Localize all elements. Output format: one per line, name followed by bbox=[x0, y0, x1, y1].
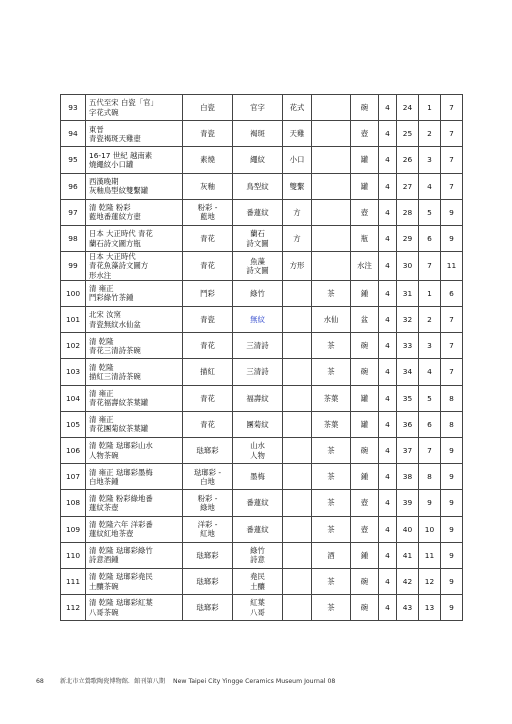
code-d-cell: 8 bbox=[441, 411, 463, 437]
glaze-type-cell: 青花 bbox=[183, 411, 233, 437]
code-c-cell: 6 bbox=[419, 225, 441, 251]
row-number-cell: 106 bbox=[61, 438, 86, 464]
vessel-form-cell: 罐 bbox=[351, 173, 379, 199]
vessel-form-cell: 碗 bbox=[351, 359, 379, 385]
code-d-cell: 9 bbox=[441, 595, 463, 621]
vessel-form-cell: 罐 bbox=[351, 385, 379, 411]
row-number-cell: 94 bbox=[61, 121, 86, 147]
page-number: 68 bbox=[36, 678, 44, 685]
vessel-form-cell: 鍾 bbox=[351, 464, 379, 490]
decoration-cell: 番蓮紋 bbox=[233, 490, 283, 516]
shape-cell bbox=[283, 516, 312, 542]
item-name-cell: 16-17 世紀 越南素 燒繩紋小口罐 bbox=[86, 147, 183, 173]
decoration-cell: 綠竹 詩意 bbox=[233, 542, 283, 568]
row-number-cell: 93 bbox=[61, 95, 86, 121]
code-d-cell: 6 bbox=[441, 280, 463, 306]
glaze-type-cell: 琺瑯彩 bbox=[183, 542, 233, 568]
shape-cell: 方形 bbox=[283, 252, 312, 281]
table-row bbox=[61, 280, 463, 306]
code-a-cell: 4 bbox=[379, 438, 397, 464]
decoration-cell: 褐斑 bbox=[233, 121, 283, 147]
item-name-cell: 清 乾隆 描紅三清詩茶碗 bbox=[86, 359, 183, 385]
code-b-cell: 27 bbox=[397, 173, 419, 199]
glaze-type-cell: 描紅 bbox=[183, 359, 233, 385]
item-name-cell: 日本 大正時代 青花 蘭石詩文圖方瓶 bbox=[86, 225, 183, 251]
row-number-cell: 103 bbox=[61, 359, 86, 385]
vessel-form-cell: 鍾 bbox=[351, 542, 379, 568]
use-cell bbox=[312, 173, 351, 199]
shape-cell bbox=[283, 568, 312, 594]
shape-cell: 雙繫 bbox=[283, 173, 312, 199]
code-a-cell: 4 bbox=[379, 464, 397, 490]
code-c-cell: 6 bbox=[419, 411, 441, 437]
code-b-cell: 32 bbox=[397, 307, 419, 333]
row-number-cell: 102 bbox=[61, 333, 86, 359]
code-b-cell: 37 bbox=[397, 438, 419, 464]
row-number-cell: 111 bbox=[61, 568, 86, 594]
glaze-type-cell: 粉彩 - 綠地 bbox=[183, 490, 233, 516]
code-a-cell: 4 bbox=[379, 252, 397, 281]
code-a-cell: 4 bbox=[379, 411, 397, 437]
decoration-cell: 無紋 bbox=[233, 307, 283, 333]
glaze-type-cell: 洋彩 - 紅地 bbox=[183, 516, 233, 542]
table-row bbox=[61, 199, 463, 225]
item-name-cell: 清 乾隆 粉彩 藍地番蓮紋方壺 bbox=[86, 199, 183, 225]
code-b-cell: 33 bbox=[397, 333, 419, 359]
decoration-cell: 紅葉 八哥 bbox=[233, 595, 283, 621]
row-number-cell: 97 bbox=[61, 199, 86, 225]
code-d-cell: 9 bbox=[441, 568, 463, 594]
item-name-cell: 清 雍正 青花福壽紋茶葉罐 bbox=[86, 385, 183, 411]
row-number-cell: 105 bbox=[61, 411, 86, 437]
code-b-cell: 34 bbox=[397, 359, 419, 385]
code-a-cell: 4 bbox=[379, 225, 397, 251]
shape-cell bbox=[283, 438, 312, 464]
decoration-cell: 墨梅 bbox=[233, 464, 283, 490]
use-cell: 茶 bbox=[312, 490, 351, 516]
decoration-cell: 繩紋 bbox=[233, 147, 283, 173]
decoration-cell: 山水 人物 bbox=[233, 438, 283, 464]
use-cell bbox=[312, 147, 351, 173]
code-d-cell: 7 bbox=[441, 359, 463, 385]
vessel-form-cell: 瓶 bbox=[351, 225, 379, 251]
use-cell: 茶 bbox=[312, 595, 351, 621]
row-number-cell: 98 bbox=[61, 225, 86, 251]
code-a-cell: 4 bbox=[379, 307, 397, 333]
use-cell bbox=[312, 121, 351, 147]
code-b-cell: 24 bbox=[397, 95, 419, 121]
vessel-form-cell: 壺 bbox=[351, 121, 379, 147]
code-a-cell: 4 bbox=[379, 199, 397, 225]
catalog-table bbox=[60, 94, 463, 621]
code-b-cell: 36 bbox=[397, 411, 419, 437]
item-name-cell: 清 雍正 青花團菊紋茶葉罐 bbox=[86, 411, 183, 437]
glaze-type-cell: 琺瑯彩 - 白地 bbox=[183, 464, 233, 490]
item-name-cell: 日本 大正時代 青花魚藻詩文圖方 形水注 bbox=[86, 252, 183, 281]
table-row bbox=[61, 595, 463, 621]
item-name-cell: 清 乾隆 琺瑯彩山水 人物茶碗 bbox=[86, 438, 183, 464]
use-cell bbox=[312, 225, 351, 251]
code-c-cell: 11 bbox=[419, 542, 441, 568]
code-c-cell: 3 bbox=[419, 147, 441, 173]
item-name-cell: 西漢晚期 灰釉鳥型紋雙繫罐 bbox=[86, 173, 183, 199]
use-cell: 茶 bbox=[312, 359, 351, 385]
row-number-cell: 110 bbox=[61, 542, 86, 568]
code-a-cell: 4 bbox=[379, 595, 397, 621]
code-c-cell: 5 bbox=[419, 385, 441, 411]
code-a-cell: 4 bbox=[379, 385, 397, 411]
code-b-cell: 28 bbox=[397, 199, 419, 225]
use-cell: 茶 bbox=[312, 568, 351, 594]
code-c-cell: 1 bbox=[419, 280, 441, 306]
code-d-cell: 7 bbox=[441, 173, 463, 199]
glaze-type-cell: 粉彩 - 藍地 bbox=[183, 199, 233, 225]
glaze-type-cell: 琺瑯彩 bbox=[183, 568, 233, 594]
vessel-form-cell: 鍾 bbox=[351, 280, 379, 306]
decoration-cell: 團菊紋 bbox=[233, 411, 283, 437]
glaze-type-cell: 琺瑯彩 bbox=[183, 438, 233, 464]
code-c-cell: 13 bbox=[419, 595, 441, 621]
vessel-form-cell: 碗 bbox=[351, 568, 379, 594]
code-a-cell: 4 bbox=[379, 516, 397, 542]
table-row bbox=[61, 333, 463, 359]
code-c-cell: 7 bbox=[419, 252, 441, 281]
shape-cell: 花式 bbox=[283, 95, 312, 121]
code-c-cell: 2 bbox=[419, 121, 441, 147]
code-a-cell: 4 bbox=[379, 333, 397, 359]
code-c-cell: 4 bbox=[419, 359, 441, 385]
use-cell: 水仙 bbox=[312, 307, 351, 333]
journal-title-en: New Taipei City Yingge Ceramics Museum Journal 08 bbox=[173, 678, 336, 685]
shape-cell bbox=[283, 411, 312, 437]
shape-cell: 方 bbox=[283, 225, 312, 251]
code-b-cell: 40 bbox=[397, 516, 419, 542]
row-number-cell: 100 bbox=[61, 280, 86, 306]
item-name-cell: 清 乾隆六年 洋彩番 蓮紋紅地茶壺 bbox=[86, 516, 183, 542]
glaze-type-cell: 青花 bbox=[183, 252, 233, 281]
code-d-cell: 9 bbox=[441, 199, 463, 225]
decoration-cell: 綠竹 bbox=[233, 280, 283, 306]
code-a-cell: 4 bbox=[379, 568, 397, 594]
page-footer bbox=[36, 676, 476, 685]
item-name-cell: 東晉 青瓷褐斑天雞壺 bbox=[86, 121, 183, 147]
row-number-cell: 96 bbox=[61, 173, 86, 199]
table-row bbox=[61, 542, 463, 568]
shape-cell bbox=[283, 333, 312, 359]
code-b-cell: 26 bbox=[397, 147, 419, 173]
table-row bbox=[61, 464, 463, 490]
shape-cell bbox=[283, 464, 312, 490]
code-c-cell: 12 bbox=[419, 568, 441, 594]
use-cell bbox=[312, 252, 351, 281]
code-d-cell: 7 bbox=[441, 147, 463, 173]
item-name-cell: 清 雍正 琺瑯彩墨梅 白地茶鍾 bbox=[86, 464, 183, 490]
glaze-type-cell: 青花 bbox=[183, 333, 233, 359]
code-d-cell: 7 bbox=[441, 307, 463, 333]
vessel-form-cell: 壺 bbox=[351, 516, 379, 542]
code-c-cell: 1 bbox=[419, 95, 441, 121]
code-a-cell: 4 bbox=[379, 121, 397, 147]
code-b-cell: 30 bbox=[397, 252, 419, 281]
code-d-cell: 11 bbox=[441, 252, 463, 281]
code-d-cell: 9 bbox=[441, 490, 463, 516]
vessel-form-cell: 盆 bbox=[351, 307, 379, 333]
code-b-cell: 43 bbox=[397, 595, 419, 621]
row-number-cell: 108 bbox=[61, 490, 86, 516]
shape-cell: 小口 bbox=[283, 147, 312, 173]
use-cell: 酒 bbox=[312, 542, 351, 568]
use-cell bbox=[312, 95, 351, 121]
code-d-cell: 9 bbox=[441, 542, 463, 568]
code-c-cell: 4 bbox=[419, 173, 441, 199]
decoration-cell: 堯民 土釀 bbox=[233, 568, 283, 594]
decoration-cell: 三清詩 bbox=[233, 333, 283, 359]
code-b-cell: 38 bbox=[397, 464, 419, 490]
code-b-cell: 29 bbox=[397, 225, 419, 251]
code-b-cell: 41 bbox=[397, 542, 419, 568]
row-number-cell: 109 bbox=[61, 516, 86, 542]
table-row bbox=[61, 95, 463, 121]
glaze-type-cell: 青花 bbox=[183, 385, 233, 411]
table-row bbox=[61, 411, 463, 437]
decoration-cell: 蘭石 詩文圖 bbox=[233, 225, 283, 251]
table-row bbox=[61, 147, 463, 173]
code-c-cell: 9 bbox=[419, 490, 441, 516]
shape-cell bbox=[283, 359, 312, 385]
table-row bbox=[61, 490, 463, 516]
code-c-cell: 3 bbox=[419, 333, 441, 359]
code-d-cell: 9 bbox=[441, 225, 463, 251]
code-b-cell: 35 bbox=[397, 385, 419, 411]
row-number-cell: 99 bbox=[61, 252, 86, 281]
vessel-form-cell: 碗 bbox=[351, 438, 379, 464]
glaze-type-cell: 素燒 bbox=[183, 147, 233, 173]
vessel-form-cell: 碗 bbox=[351, 333, 379, 359]
table-row bbox=[61, 385, 463, 411]
use-cell: 茶 bbox=[312, 464, 351, 490]
glaze-type-cell: 白瓷 bbox=[183, 95, 233, 121]
item-name-cell: 清 乾隆 青花三清詩茶碗 bbox=[86, 333, 183, 359]
use-cell bbox=[312, 199, 351, 225]
glaze-type-cell: 琺瑯彩 bbox=[183, 595, 233, 621]
code-b-cell: 42 bbox=[397, 568, 419, 594]
table-row bbox=[61, 516, 463, 542]
table-row bbox=[61, 121, 463, 147]
code-a-cell: 4 bbox=[379, 173, 397, 199]
row-number-cell: 104 bbox=[61, 385, 86, 411]
table-row bbox=[61, 252, 463, 281]
row-number-cell: 107 bbox=[61, 464, 86, 490]
code-d-cell: 7 bbox=[441, 333, 463, 359]
item-name-cell: 清 乾隆 粉彩綠地番 蓮紋茶壺 bbox=[86, 490, 183, 516]
code-a-cell: 4 bbox=[379, 359, 397, 385]
code-a-cell: 4 bbox=[379, 542, 397, 568]
decoration-cell: 三清詩 bbox=[233, 359, 283, 385]
glaze-type-cell: 鬥彩 bbox=[183, 280, 233, 306]
use-cell: 茶 bbox=[312, 280, 351, 306]
code-b-cell: 31 bbox=[397, 280, 419, 306]
code-c-cell: 2 bbox=[419, 307, 441, 333]
shape-cell bbox=[283, 307, 312, 333]
table-row bbox=[61, 438, 463, 464]
code-b-cell: 25 bbox=[397, 121, 419, 147]
code-a-cell: 4 bbox=[379, 95, 397, 121]
glaze-type-cell: 青花 bbox=[183, 225, 233, 251]
decoration-cell: 鳥型紋 bbox=[233, 173, 283, 199]
shape-cell bbox=[283, 280, 312, 306]
vessel-form-cell: 碗 bbox=[351, 595, 379, 621]
code-c-cell: 8 bbox=[419, 464, 441, 490]
vessel-form-cell: 碗 bbox=[351, 95, 379, 121]
table-row bbox=[61, 359, 463, 385]
glaze-type-cell: 灰釉 bbox=[183, 173, 233, 199]
code-c-cell: 10 bbox=[419, 516, 441, 542]
code-d-cell: 7 bbox=[441, 95, 463, 121]
decoration-cell: 魚藻 詩文圖 bbox=[233, 252, 283, 281]
item-name-cell: 清 乾隆 琺瑯彩堯民 土釀茶碗 bbox=[86, 568, 183, 594]
use-cell: 茶葉 bbox=[312, 385, 351, 411]
code-c-cell: 5 bbox=[419, 199, 441, 225]
shape-cell: 方 bbox=[283, 199, 312, 225]
row-number-cell: 95 bbox=[61, 147, 86, 173]
decoration-cell: 番蓮紋 bbox=[233, 199, 283, 225]
decoration-cell: 番蓮紋 bbox=[233, 516, 283, 542]
journal-title-zh: 新北市立鶯歌陶瓷博物館．館刊第八期 bbox=[59, 678, 166, 685]
use-cell: 茶 bbox=[312, 438, 351, 464]
code-d-cell: 9 bbox=[441, 464, 463, 490]
use-cell: 茶葉 bbox=[312, 411, 351, 437]
code-a-cell: 4 bbox=[379, 280, 397, 306]
table-row bbox=[61, 307, 463, 333]
vessel-form-cell: 罐 bbox=[351, 147, 379, 173]
table-row bbox=[61, 225, 463, 251]
code-c-cell: 7 bbox=[419, 438, 441, 464]
shape-cell bbox=[283, 490, 312, 516]
use-cell: 茶 bbox=[312, 516, 351, 542]
code-d-cell: 7 bbox=[441, 121, 463, 147]
shape-cell: 天雞 bbox=[283, 121, 312, 147]
decoration-cell: 官字 bbox=[233, 95, 283, 121]
item-name-cell: 五代至宋 白瓷「官」 字花式碗 bbox=[86, 95, 183, 121]
code-d-cell: 9 bbox=[441, 516, 463, 542]
code-d-cell: 9 bbox=[441, 438, 463, 464]
shape-cell bbox=[283, 595, 312, 621]
shape-cell bbox=[283, 385, 312, 411]
vessel-form-cell: 水注 bbox=[351, 252, 379, 281]
vessel-form-cell: 壺 bbox=[351, 490, 379, 516]
item-name-cell: 清 乾隆 琺瑯彩綠竹 詩意酒鍾 bbox=[86, 542, 183, 568]
decoration-cell: 福壽紋 bbox=[233, 385, 283, 411]
row-number-cell: 101 bbox=[61, 307, 86, 333]
code-d-cell: 8 bbox=[441, 385, 463, 411]
table-row bbox=[61, 568, 463, 594]
item-name-cell: 清 雍正 鬥彩綠竹茶鍾 bbox=[86, 280, 183, 306]
code-a-cell: 4 bbox=[379, 147, 397, 173]
item-name-cell: 清 乾隆 琺瑯彩紅葉 八哥茶碗 bbox=[86, 595, 183, 621]
code-b-cell: 39 bbox=[397, 490, 419, 516]
table-row bbox=[61, 173, 463, 199]
glaze-type-cell: 青瓷 bbox=[183, 307, 233, 333]
shape-cell bbox=[283, 542, 312, 568]
code-a-cell: 4 bbox=[379, 490, 397, 516]
glaze-type-cell: 青瓷 bbox=[183, 121, 233, 147]
vessel-form-cell: 罐 bbox=[351, 411, 379, 437]
row-number-cell: 112 bbox=[61, 595, 86, 621]
use-cell: 茶 bbox=[312, 333, 351, 359]
vessel-form-cell: 壺 bbox=[351, 199, 379, 225]
item-name-cell: 北宋 汝窯 青瓷無紋水仙盆 bbox=[86, 307, 183, 333]
